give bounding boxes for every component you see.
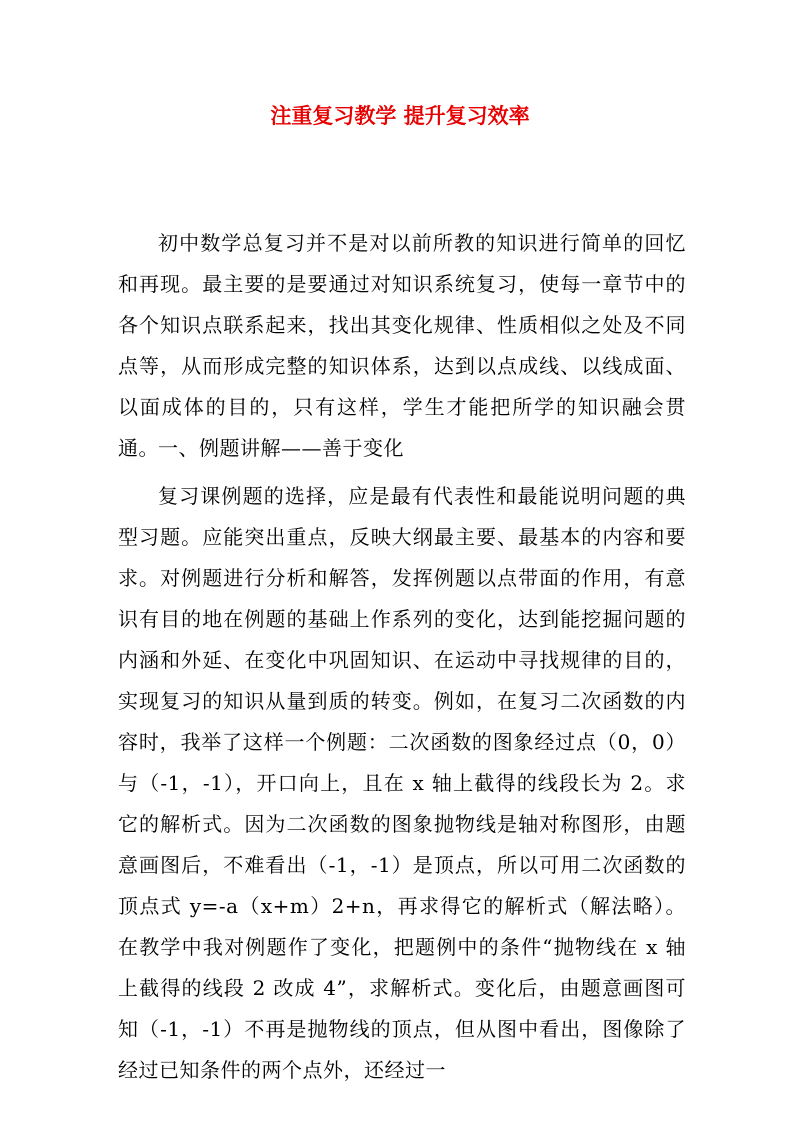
document-title: 注重复习教学 提升复习效率 (270, 103, 530, 128)
paragraph-example: 复习课例题的选择，应是最有代表性和最能说明问题的典型习题。应能突出重点，反映大纲最主要、最基本的内容和要求。对例题进行分析和解答，发挥例题以点带面的作用，有意识有目的地在例题的基础上作系列的变化，达到能挖掘问题的内涵和外延、在变化中巩固知识、在运动中寻找规律的目的，实现复习的知识从量到质的转变。例如，在复习二次函数的内容时，我举了这样一个例题：二次函数的图象经过点（0，0）与（-1，-1），开口向上，且在 x 轴上截得的线段长为 2。求它的解析式。因为二次函数的图象抛物线是轴对称图形，由题意画图后，不难看出（-1，-1）是顶点，所以可用二次函数的顶点式 y=-a（x+m）2+n，再求得它的解析式（解法略）。在教学中我对例题作了变化，把题例中的条件“抛物线在 x 轴上截得的线段 2 改成 4”，求解析式。变化后，由题意画图可知（-1，-1）不再是抛物线的顶点，但从图中看出，图像除了经过已知条件的两个点外，还经过一 (118, 484, 686, 1082)
paragraph-intro: 初中数学总复习并不是对以前所教的知识进行简单的回忆和再现。最主要的是要通过对知识系统复习，使每一章节中的各个知识点联系起来，找出其变化规律、性质相似之处及不同点等，从而形成完整的知识体系，达到以点成线、以线成面、以面成体的目的，只有这样，学生才能把所学的知识融会贯通。 (118, 231, 686, 460)
section-heading: 一、例题讲解——善于变化 (158, 436, 404, 460)
